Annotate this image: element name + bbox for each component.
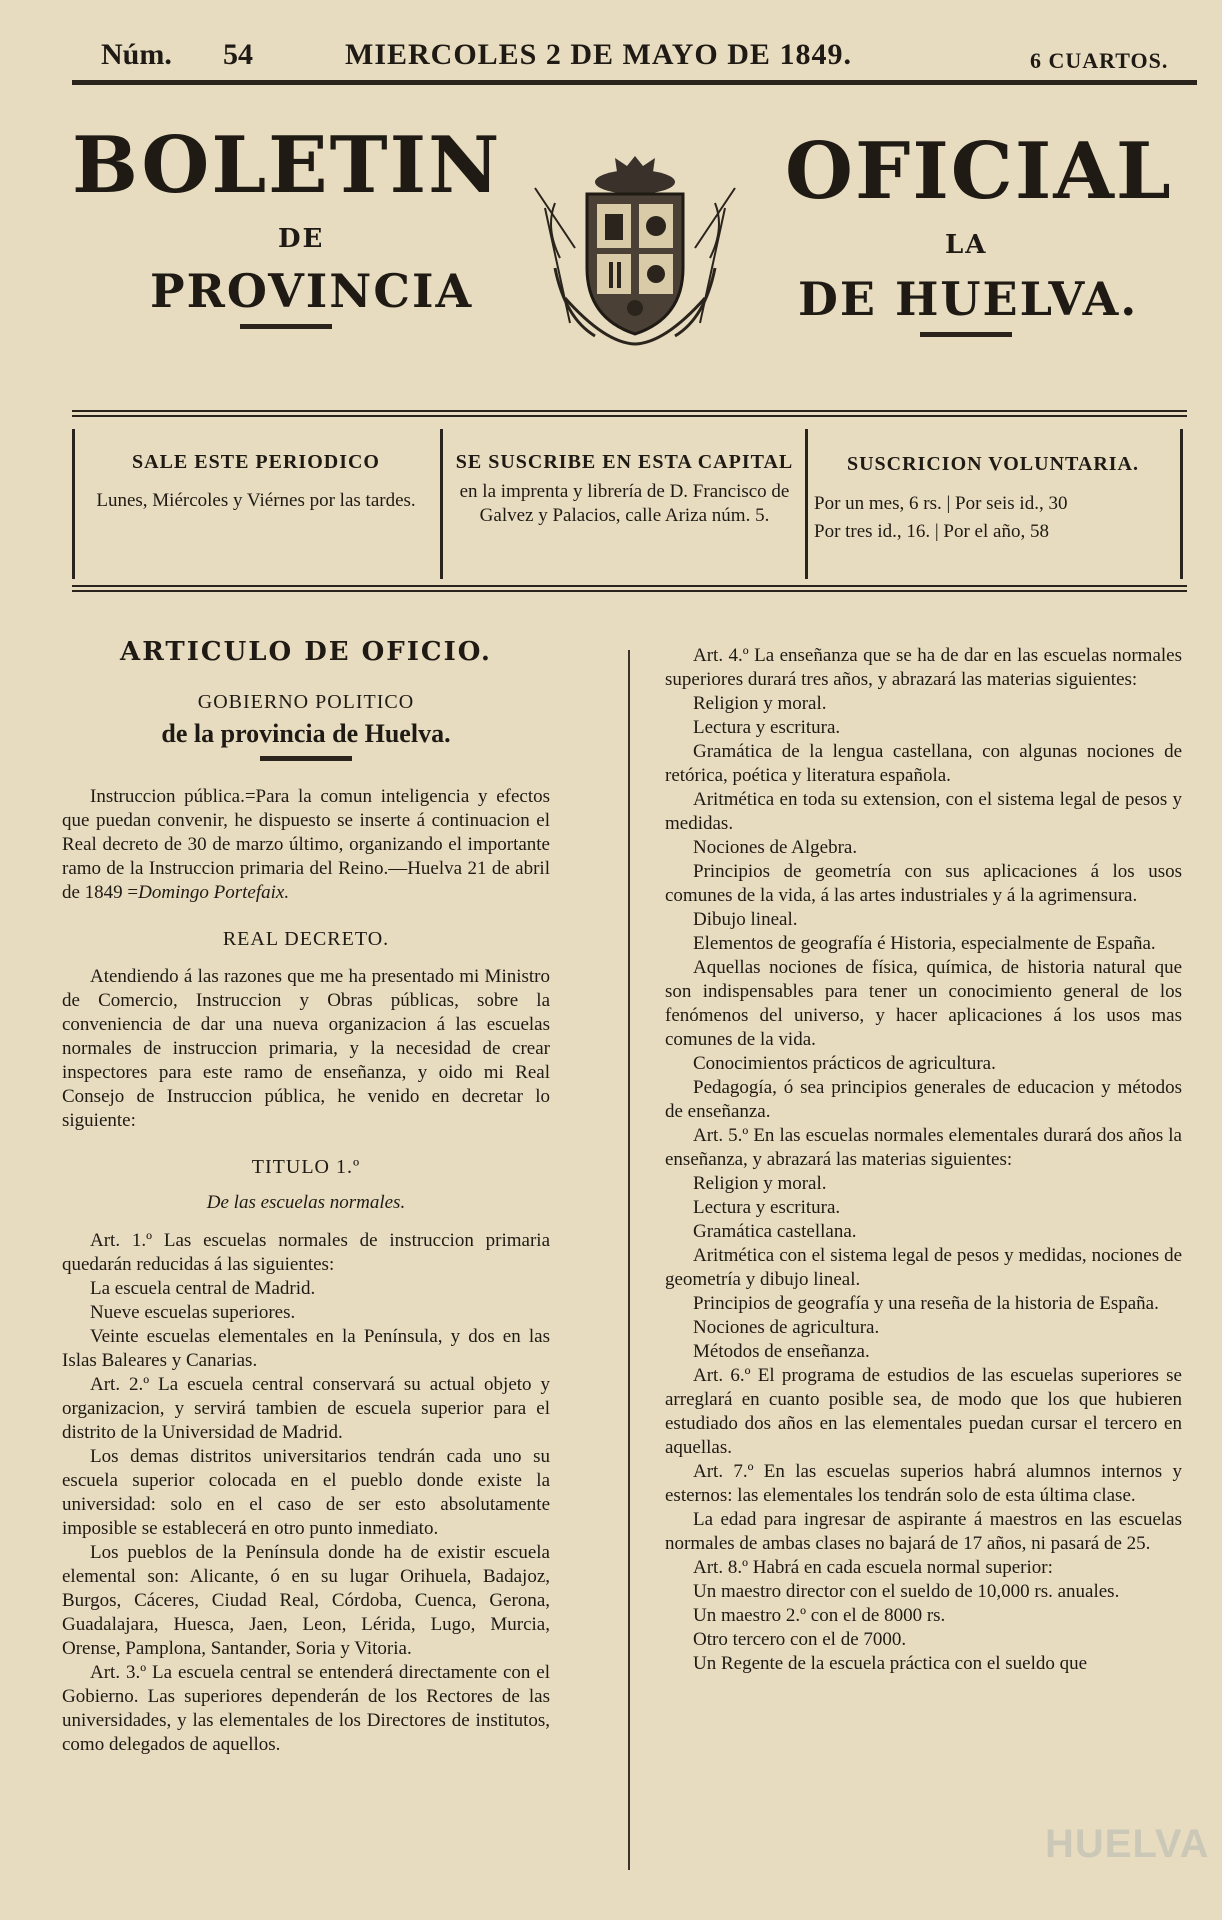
list-item: Lectura y escritura. xyxy=(693,717,841,738)
province-heading: de la provincia de Huelva. xyxy=(161,719,451,748)
issue-price: 6 CUARTOS. xyxy=(1030,48,1169,73)
info-box-divider-2 xyxy=(805,429,808,579)
info-subscribe-title: SE SUSCRIBE EN ESTA CAPITAL xyxy=(455,451,794,473)
section-heading: ARTICULO DE OFICIO. xyxy=(120,637,492,667)
price-row: Por tres id., 16. | Por el año, 58 xyxy=(814,521,1049,542)
masthead-de-huelva: DE HUELVA. xyxy=(798,272,1139,326)
article-paragraph: Art. 4.º La enseñanza que se ha de dar en las escuelas normales superiores durará tres años, y abrazará las materias siguientes: xyxy=(665,645,1182,690)
preamble-paragraph: Atendiendo á las razones que me ha presentado mi Ministro de Comercio, Instruccion y Obras públicas, sobre la conveniencia de dar una nueva organizacion á las escuelas normales de instruccion primaria, y la necesidad de crear inspectores para este ramo de enseñanza, y oido mi Real Consejo de Instruccion pública, he venido en decretar lo siguiente: xyxy=(62,966,550,1131)
article-paragraph: Art. 7.º En las escuelas superios habrá alumnos internos y esternos: las elementales los tendrán solo de esta última clase. xyxy=(665,1461,1182,1506)
left-column xyxy=(62,637,550,1757)
list-item: Nociones de agricultura. xyxy=(693,1317,880,1338)
masthead-oficial: OFICIAL xyxy=(785,126,1173,217)
list-item: Nueve escuelas superiores. xyxy=(90,1302,296,1323)
list-item: Aquellas nociones de física, química, de historia natural que son indispensables para tener un conocimiento general de los fenómenos del universo, y hacer aplicaciones á los usos mas comunes de la vida. xyxy=(665,957,1182,1050)
info-prices xyxy=(814,453,1172,546)
list-item: Un maestro 2.º con el de 8000 rs. xyxy=(693,1605,946,1626)
info-prices-title: SUSCRICION VOLUNTARIA. xyxy=(846,453,1140,475)
signer: Domingo Portefaix. xyxy=(138,882,290,903)
list-item: Religion y moral. xyxy=(693,693,827,714)
masthead-la: LA xyxy=(945,230,988,260)
article-paragraph: Los pueblos de la Península donde ha de existir escuela elemental son: Alicante, ó en su lugar Orihuela, Badajoz, Burgos, Cáceres, Ciudad Real, Córdoba, Cuenca, Gerona, Guadalajara, Huesca, Jaen, Leon, Lérida, Lugo, Murcia, Orense, Pamplona, Santander, Soria y Vitoria. xyxy=(62,1542,550,1659)
info-subscribe xyxy=(452,451,797,528)
info-schedule-text: Lunes, Miércoles y Viérnes por las tardes. xyxy=(96,490,416,511)
article-paragraph: Art. 6.º El programa de estudios de las escuelas superiores se arreglará en cuanto posible sea, de modo que los que hubieren estudiado dos años en las elementales puedan cursar el tercero en aquellas. xyxy=(665,1365,1182,1458)
intro-paragraph xyxy=(62,785,550,905)
list-item: Nociones de Algebra. xyxy=(693,837,858,858)
masthead-de: DE xyxy=(278,224,325,254)
archive-watermark: HUELVA xyxy=(1045,1822,1210,1866)
decree-heading: REAL DECRETO. xyxy=(222,928,390,950)
article-paragraph: Art. 8.º Habrá en cada escuela normal superior: xyxy=(693,1557,1053,1578)
government-heading: GOBIERNO POLITICO xyxy=(197,691,415,713)
intro-text: Instruccion pública.=Para la comun inteligencia y efectos que puedan convenir, he dispuesto se inserte á continuacion el Real decreto de 30 de marzo último, organizando el importante ramo de la Instruccion primaria del Reino.—Huelva 21 de abril de 1849 = xyxy=(62,786,550,903)
info-box xyxy=(72,410,1187,592)
info-box-border-left xyxy=(72,429,75,579)
list-item: Conocimientos prácticos de agricultura. xyxy=(693,1053,996,1074)
list-item: Un Regente de la escuela práctica con el sueldo que xyxy=(693,1653,1088,1674)
info-box-divider-1 xyxy=(440,429,443,579)
info-schedule-title: SALE ESTE PERIODICO xyxy=(132,451,380,473)
list-item: Dibujo lineal. xyxy=(693,909,798,930)
list-item: Lectura y escritura. xyxy=(693,1197,841,1218)
issue-number: 54 xyxy=(223,38,253,71)
article-paragraph: Art. 2.º La escuela central conservará su actual objeto y organizacion, y servirá tambien de escuela superior para el distrito de la Universidad de Madrid. xyxy=(62,1374,550,1443)
list-item: Gramática de la lengua castellana, con algunas nociones de retórica, poética y literatura española. xyxy=(665,741,1182,786)
coat-of-arms-icon xyxy=(525,148,745,348)
article-paragraph: Art. 5.º En las escuelas normales elementales durará dos años la enseñanza, y abrazará las materias siguientes: xyxy=(665,1125,1182,1170)
masthead-boletin: BOLETIN xyxy=(72,120,502,211)
list-item: Elementos de geografía é Historia, especialmente de España. xyxy=(693,933,1156,954)
masthead-rule-left xyxy=(240,324,332,329)
title-heading: TITULO 1.º xyxy=(251,1156,361,1178)
list-item: Métodos de enseñanza. xyxy=(693,1341,870,1362)
list-item: Un maestro director con el sueldo de 10,000 rs. anuales. xyxy=(693,1581,1120,1602)
list-item: Aritmética con el sistema legal de pesos y medidas, nociones de geometría y dibujo lineal. xyxy=(665,1245,1182,1290)
info-schedule xyxy=(82,451,430,514)
issue-line xyxy=(95,38,1195,80)
issue-number-label: Núm. xyxy=(101,38,172,71)
title-subheading: De las escuelas normales. xyxy=(206,1192,406,1213)
heading-rule xyxy=(260,756,352,761)
list-item: Pedagogía, ó sea principios generales de educacion y métodos de enseñanza. xyxy=(665,1077,1182,1122)
column-divider xyxy=(628,650,630,1870)
article-paragraph: La edad para ingresar de aspirante á maestros en las escuelas normales de ambas clases no bajará de 17 años, ni pasará de 25. xyxy=(665,1509,1182,1554)
article-paragraph: Los demas distritos universitarios tendrán cada uno su escuela superior colocada en el pueblo donde existe la universidad: solo en el caso de ser esto absolutamente imposible se establecerá en otro punto inmediato. xyxy=(62,1446,550,1539)
list-item: Principios de geografía y una reseña de la historia de España. xyxy=(693,1293,1159,1314)
top-rule xyxy=(72,80,1197,85)
list-item: Gramática castellana. xyxy=(693,1221,857,1242)
list-item: Religion y moral. xyxy=(693,1173,827,1194)
list-item: Veinte escuelas elementales en la Península, y dos en las Islas Baleares y Canarias. xyxy=(62,1326,550,1371)
issue-date: MIERCOLES 2 DE MAYO DE 1849. xyxy=(345,38,852,71)
right-column xyxy=(665,644,1182,1676)
price-row: Por un mes, 6 rs. | Por seis id., 30 xyxy=(814,493,1068,514)
list-item: Otro tercero con el de 7000. xyxy=(693,1629,907,1650)
info-box-border-right xyxy=(1180,429,1183,579)
info-subscribe-text: en la imprenta y librería de D. Francisco de Galvez y Palacios, calle Ariza núm. 5. xyxy=(459,481,790,526)
masthead-provincia: PROVINCIA xyxy=(150,264,474,318)
list-item: Aritmética en toda su extension, con el sistema legal de pesos y medidas. xyxy=(665,789,1182,834)
article-paragraph: Art. 1.º Las escuelas normales de instruccion primaria quedarán reducidas á las siguientes: xyxy=(62,1230,550,1275)
list-item: La escuela central de Madrid. xyxy=(90,1278,316,1299)
article-paragraph: Art. 3.º La escuela central se entenderá directamente con el Gobierno. Las superiores dependerán de los Rectores de las universidades, y las elementales de los Directores de institutos, como delegados de aquellos. xyxy=(62,1662,550,1755)
masthead-rule-right xyxy=(920,332,1012,337)
list-item: Principios de geometría con sus aplicaciones á los usos comunes de la vida, á las artes industriales y á la agrimensura. xyxy=(665,861,1182,906)
